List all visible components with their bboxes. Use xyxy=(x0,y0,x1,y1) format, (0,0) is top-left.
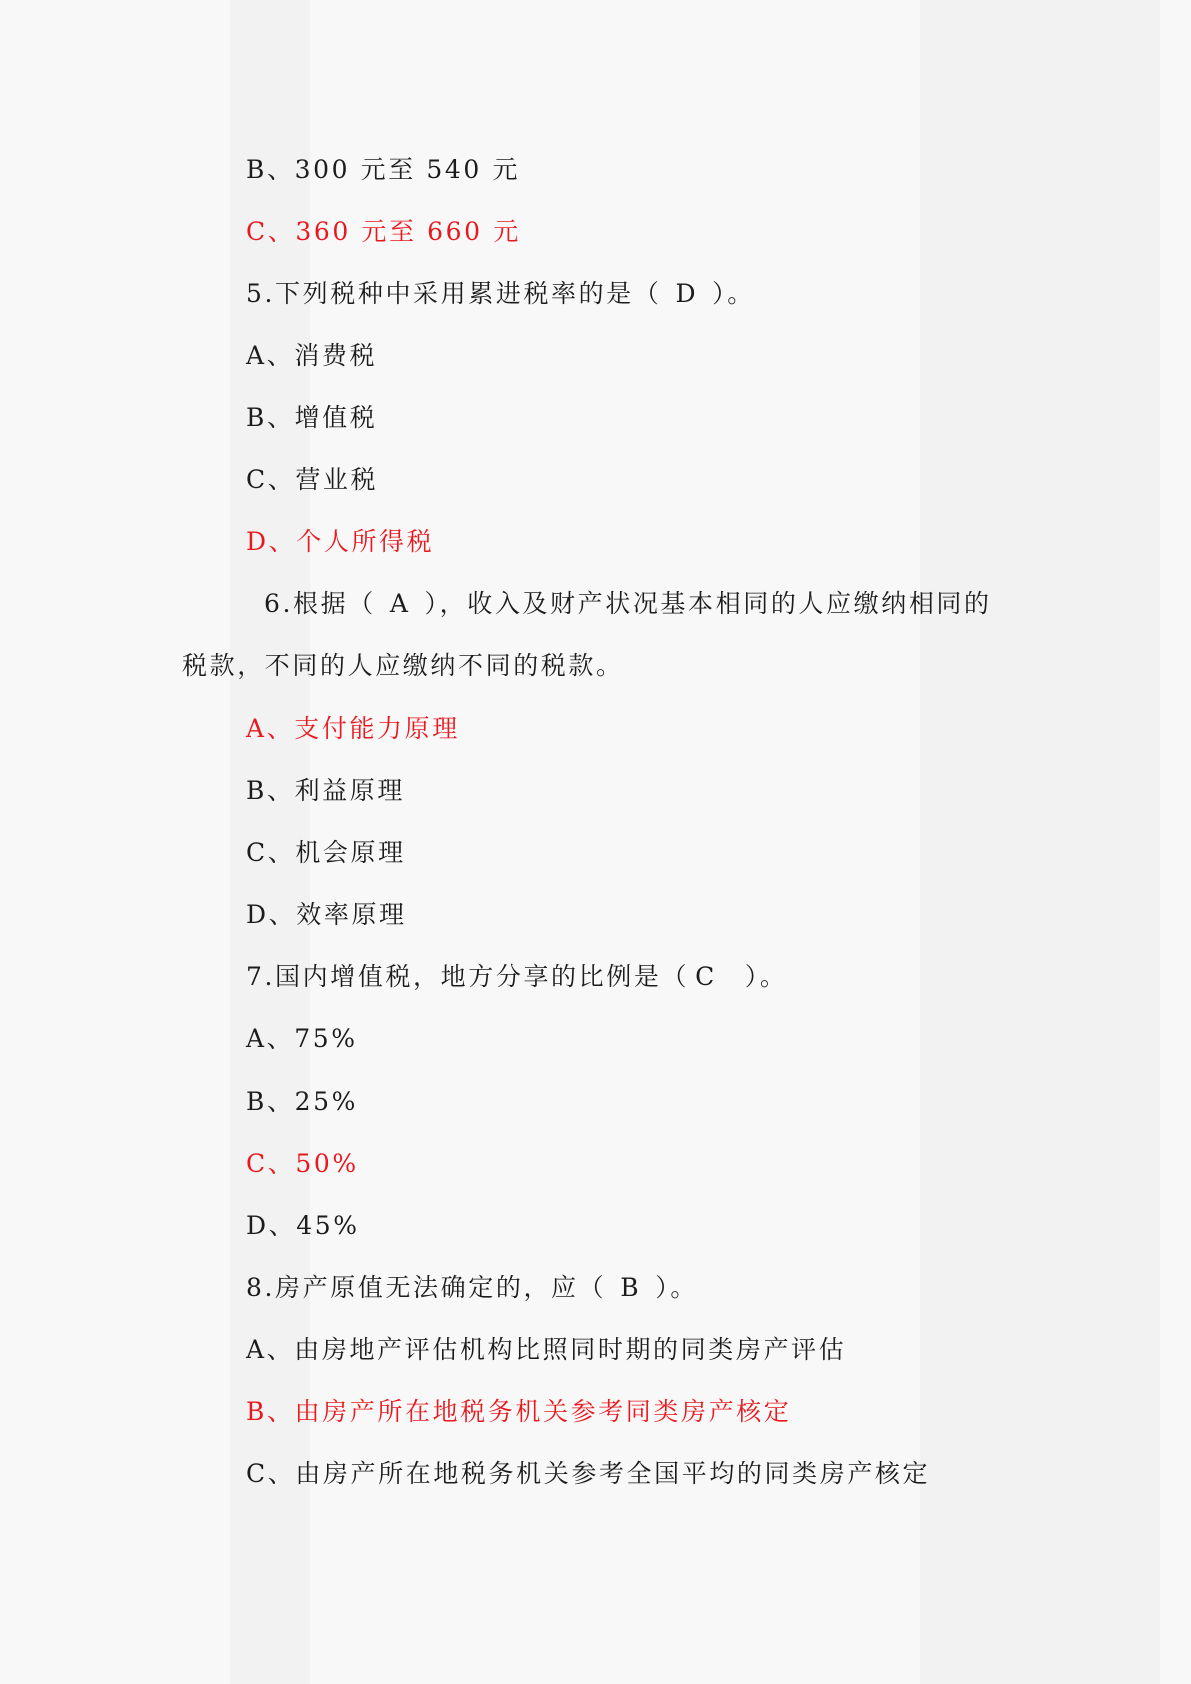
q6-option-d: D、效率原理 xyxy=(246,900,407,929)
q8-question xyxy=(246,1271,698,1305)
q7-option-c-correct: C、50% xyxy=(246,1149,359,1178)
q4-option-b: B、300 元至 540 元 xyxy=(246,155,521,184)
q6-question-start: 6.根据（ xyxy=(264,589,376,618)
q6-option-a-correct: A、支付能力原理 xyxy=(246,714,460,743)
q6-question xyxy=(264,587,992,621)
q7-question-text: 7.国内增值税，地方分享的比例是（ xyxy=(246,962,690,991)
q5-option-d-correct: D、个人所得税 xyxy=(246,527,435,556)
q7-question-end: ）。 xyxy=(744,962,788,991)
q5-answer: D xyxy=(675,279,699,308)
q8-option-b-correct: B、由房产所在地税务机关参考同类房产核定 xyxy=(246,1397,792,1426)
q7-option-d: D、45% xyxy=(246,1211,360,1240)
q6-option-b: B、利益原理 xyxy=(246,776,405,805)
q6-question-continuation: 税款，不同的人应缴纳不同的税款。 xyxy=(182,651,624,680)
q6-answer: A xyxy=(389,589,411,618)
q6-option-c: C、机会原理 xyxy=(246,838,406,867)
q8-question-end: ）。 xyxy=(655,1273,698,1302)
q4-option-c-correct: C、360 元至 660 元 xyxy=(246,217,521,246)
q6-question-text: ），收入及财产状况基本相同的人应缴纳相同的 xyxy=(424,589,992,618)
q7-answer: C xyxy=(695,962,717,991)
q7-option-a: A、75% xyxy=(246,1024,358,1053)
q8-question-text: 8.房产原值无法确定的，应（ xyxy=(246,1273,607,1302)
q8-option-c: C、由房产所在地税务机关参考全国平均的同类房产核定 xyxy=(246,1459,931,1488)
q8-option-a: A、由房地产评估机构比照同时期的同类房产评估 xyxy=(246,1335,847,1364)
q5-question-text: 5.下列税种中采用累进税率的是（ xyxy=(246,279,662,308)
q5-option-c: C、营业税 xyxy=(246,465,379,494)
q5-question-end: ）。 xyxy=(712,279,755,308)
q7-option-b: B、25% xyxy=(246,1087,358,1116)
q5-question xyxy=(246,277,755,311)
q5-option-a: A、消费税 xyxy=(246,341,378,370)
q7-question xyxy=(246,960,788,994)
q8-answer: B xyxy=(620,1273,642,1302)
q5-option-b: B、增值税 xyxy=(246,403,378,432)
